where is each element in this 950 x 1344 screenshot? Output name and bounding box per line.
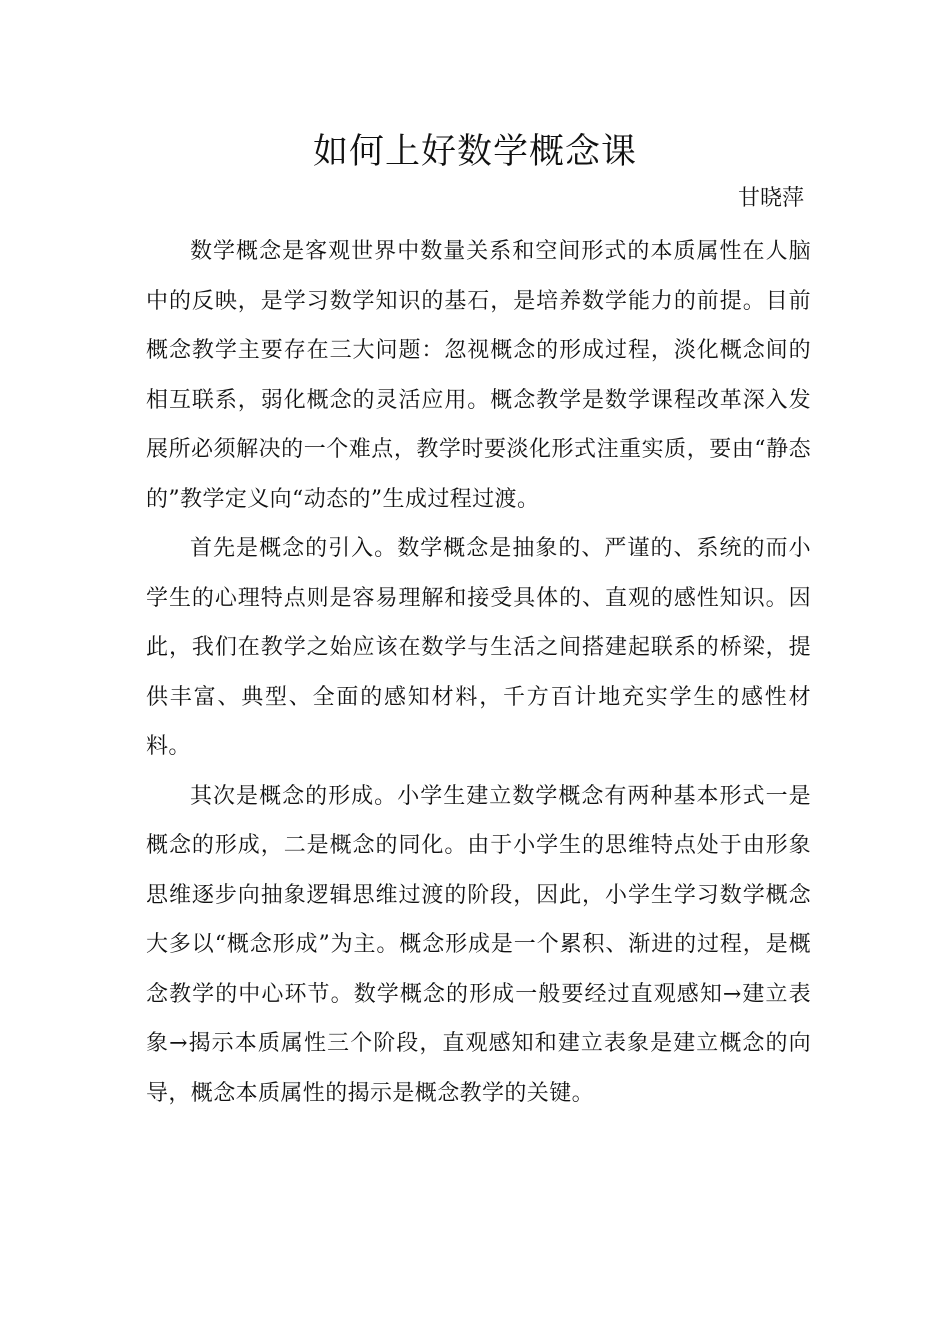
document-body	[146, 227, 811, 1118]
paragraph-introduction-of-concept: 首先是概念的引入。数学概念是抽象的、严谨的、系统的而小学生的心理特点则是容易理解和接受具体的、直观的感性知识。因此，我们在教学之始应该在数学与生活之间搭建起联系的桥梁，提供丰富、典型、全面的感知材料，千方百计地充实学生的感性材料。	[146, 536, 811, 759]
author-name: 甘晓萍	[737, 186, 804, 211]
paragraph-intro: 数学概念是客观世界中数量关系和空间形式的本质属性在人脑中的反映，是学习数学知识的基石，是培养数学能力的前提。目前概念教学主要存在三大问题：忽视概念的形成过程，淡化概念间的相互联系，弱化概念的灵活应用。概念教学是数学课程改革深入发展所必须解决的一个难点，教学时要淡化形式注重实质，要由“静态的”教学定义向“动态的”生成过程过渡。	[146, 239, 811, 512]
document-title: 如何上好数学概念课	[312, 132, 637, 172]
paragraph-formation-of-concept: 其次是概念的形成。小学生建立数学概念有两种基本形式一是概念的形成，二是概念的同化。由于小学生的思维特点处于由形象思维逐步向抽象逻辑思维过渡的阶段，因此，小学生学习数学概念大多以“概念形成”为主。概念形成是一个累积、渐进的过程，是概念教学的中心环节。数学概念的形成一般要经过直观感知→建立表象→揭示本质属性三个阶段，直观感知和建立表象是建立概念的向导，概念本质属性的揭示是概念教学的关键。	[146, 783, 811, 1106]
